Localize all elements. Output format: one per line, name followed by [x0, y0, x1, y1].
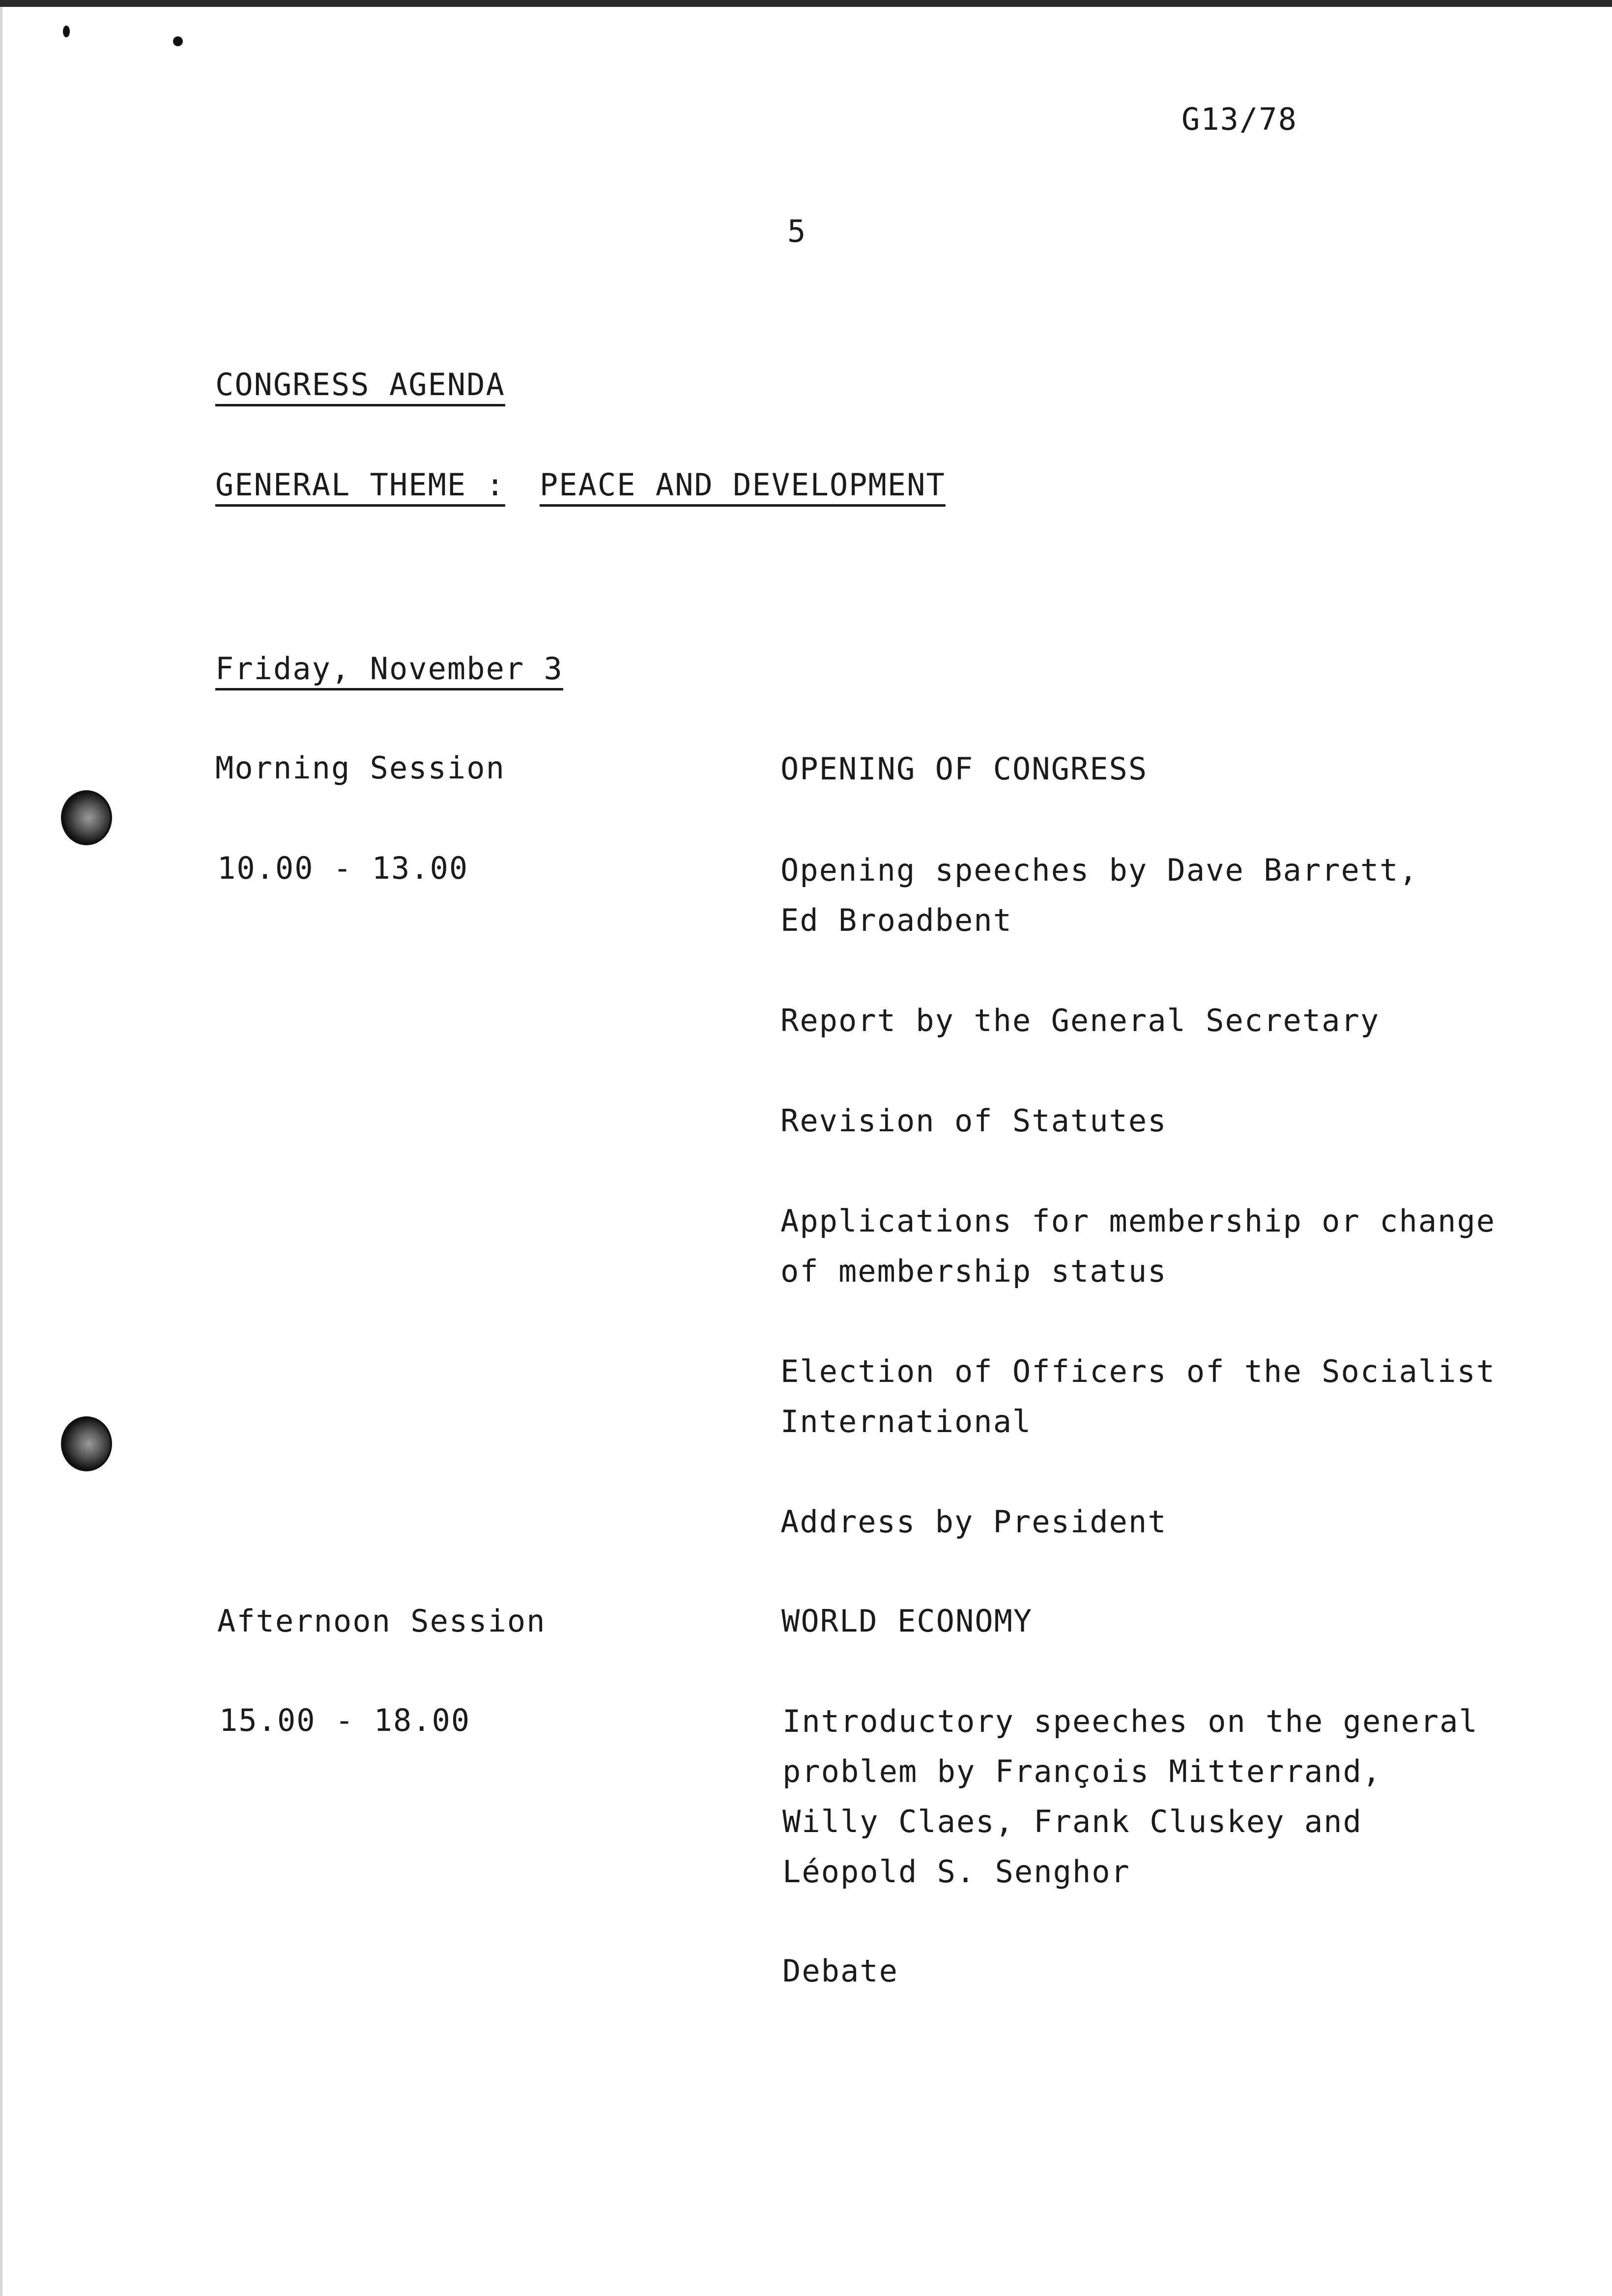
- agenda-item-line: Debate: [782, 1953, 898, 1989]
- agenda-item-line: of membership status: [780, 1253, 1167, 1289]
- punch-hole: [61, 1416, 112, 1471]
- session-name: Afternoon Session: [217, 1603, 546, 1639]
- scan-speck: [63, 26, 70, 37]
- agenda-item-line: Opening speeches by Dave Barrett,: [780, 852, 1418, 888]
- page-left-edge: [0, 7, 2, 2296]
- page-top-edge: [0, 0, 1612, 7]
- general-theme-line: [215, 460, 946, 510]
- session-topic: OPENING OF CONGRESS: [780, 751, 1148, 787]
- agenda-heading: CONGRESS AGENDA: [215, 367, 505, 402]
- general-theme-value: PEACE AND DEVELOPMENT: [539, 467, 946, 503]
- agenda-item-line: Report by the General Secretary: [780, 1003, 1380, 1038]
- day-heading: Friday, November 3: [215, 651, 563, 687]
- agenda-item-line: Applications for membership or change: [780, 1203, 1496, 1239]
- agenda-item-line: Election of Officers of the Socialist: [780, 1353, 1496, 1389]
- session-topic: WORLD ECONOMY: [781, 1603, 1033, 1639]
- general-theme-label: GENERAL THEME :: [215, 467, 505, 503]
- agenda-item-line: problem by François Mitterrand,: [782, 1753, 1382, 1789]
- page-number: 5: [787, 213, 807, 249]
- agenda-item-line: International: [780, 1404, 1032, 1439]
- agenda-item-line: Introductory speeches on the general: [782, 1703, 1478, 1739]
- session-name: Morning Session: [215, 750, 505, 786]
- scan-speck: [173, 36, 183, 46]
- agenda-item-line: Address by President: [780, 1504, 1167, 1540]
- agenda-item-line: Ed Broadbent: [780, 902, 1012, 938]
- agenda-item-line: Revision of Statutes: [780, 1103, 1167, 1139]
- agenda-item-line: Willy Claes, Frank Cluskey and: [782, 1804, 1362, 1839]
- document-reference: G13/78: [1181, 101, 1297, 137]
- session-time: 10.00 - 13.00: [217, 850, 469, 886]
- punch-hole: [61, 790, 112, 845]
- session-time: 15.00 - 18.00: [219, 1702, 471, 1738]
- agenda-item-line: Léopold S. Senghor: [782, 1854, 1130, 1890]
